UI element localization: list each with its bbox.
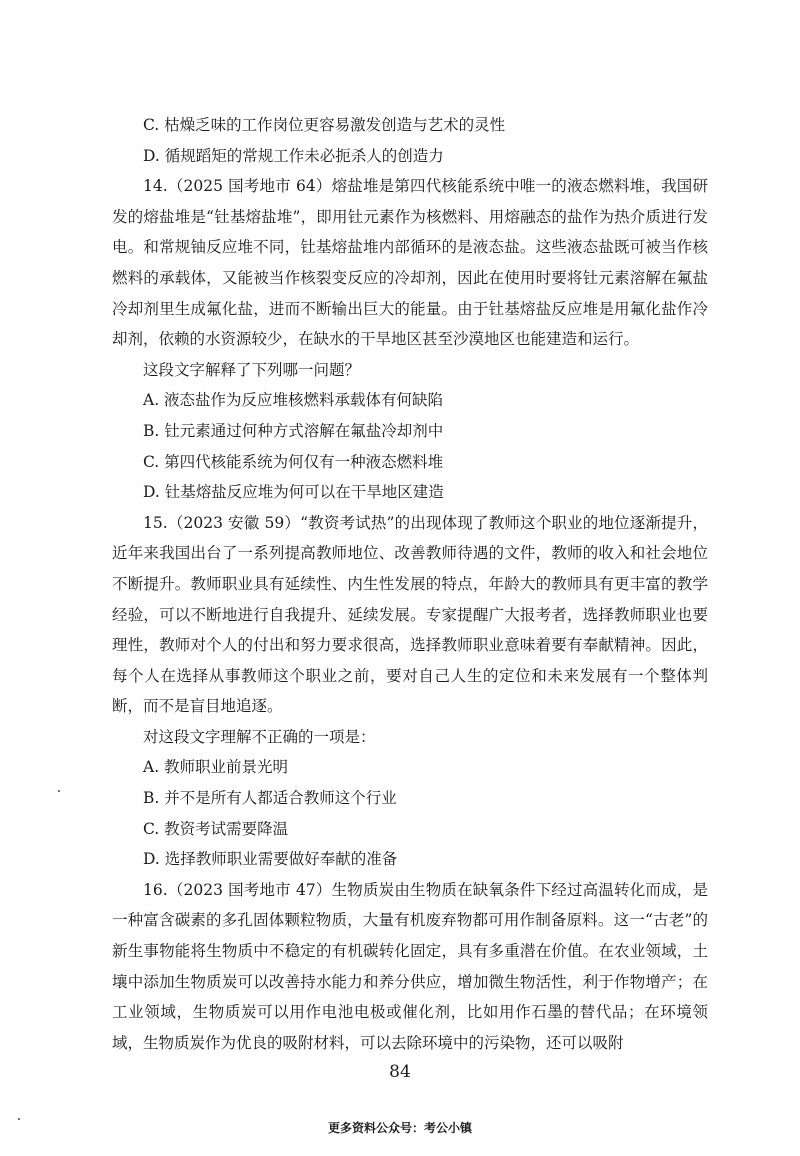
scan-speck [58, 790, 60, 792]
q15-option-b: B. 并不是所有人都适合教师这个行业 [143, 789, 397, 808]
q15-option-d: D. 选择教师职业需要做好奉献的准备 [143, 850, 398, 869]
scan-speck [18, 1118, 20, 1120]
q15-passage: 15.（2023 安徽 59）“教资考试热”的出现体现了教师这个职业的地位逐渐提升，近年来我国出台了一系列提高教师地位、改善教师待遇的文件，教师的收入和社会地位不断提升。教师职业具有延续性、内生性发展的特点，年龄大的教师具有更丰富的教学经验，可以不断地进行自我提升、延续发展。专家提醒广大报考者，选择教师职业也要理性，教师对个人的付出和努力要求很高，选择教师职业意味着要有奉献精神。因此，每个人在选择从事教师这个职业之前，要对自己人生的定位和未来发展有一个整体判断，而不是盲目地追逐。 [112, 513, 708, 716]
q15-option-a: A. 教师职业前景光明 [143, 758, 289, 777]
q14-option-c: C. 第四代核能系统为何仅有一种液态燃料堆 [143, 452, 444, 471]
q15-prompt: 对这段文字理解不正确的一项是： [143, 727, 376, 746]
prev-option-d: D. 循规蹈矩的常规工作未必扼杀人的创造力 [143, 146, 444, 165]
q15-option-c: C. 教资考试需要降温 [143, 819, 289, 838]
page-number: 84 [389, 1062, 411, 1082]
prev-option-c: C. 枯燥乏味的工作岗位更容易激发创造与艺术的灵性 [143, 116, 506, 134]
q14-passage: 14.（2025 国考地市 64）熔盐堆是第四代核能系统中唯一的液态燃料堆，我国研发的熔盐堆是“钍基熔盐堆”，即用钍元素作为核燃料、用熔融态的盐作为热介质进行发电。和常规铀反应堆不同，钍基熔盐堆内部循环的是液态盐。这些液态盐既可被当作核燃料的承载体，又能被当作核裂变反应的冷却剂，因此在使用时要将钍元素溶解在氟盐冷却剂里生成氟化盐，进而不断输出巨大的能量。由于钍基熔盐反应堆是用氟化盐作冷却剂，依赖的水资源较少，在缺水的干旱地区甚至沙漠地区也能建造和运行。 [112, 177, 708, 349]
q14-prompt: 这段文字解释了下列哪一问题？ [143, 360, 361, 379]
q14-option-a: A. 液态盐作为反应堆核燃料承载体有何缺陷 [143, 391, 444, 410]
q14-option-b: B. 钍元素通过何种方式溶解在氟盐冷却剂中 [143, 421, 444, 440]
footer-note: 更多资料公众号：考公小镇 [327, 1121, 472, 1135]
q14-option-d: D. 钍基熔盐反应堆为何可以在干旱地区建造 [143, 483, 444, 502]
q16-passage: 16.（2023 国考地市 47）生物质炭由生物质在缺氧条件下经过高温转化而成，是一种富含碳素的多孔固体颗粒物质，大量有机废弃物都可用作制备原料。这一“古老”的新生事物能将生物质中不稳定的有机碳转化固定，具有多重潜在价值。在农业领域，土壤中添加生物质炭可以改善持水能力和养分供应，增加微生物活性，利于作物增产；在工业领域，生物质炭可以用作电池电极或催化剂，比如用作石墨的替代品；在环境领域，生物质炭作为优良的吸附材料，可以去除环境中的污染物，还可以吸附 [112, 880, 708, 1052]
page-content [112, 110, 708, 1058]
